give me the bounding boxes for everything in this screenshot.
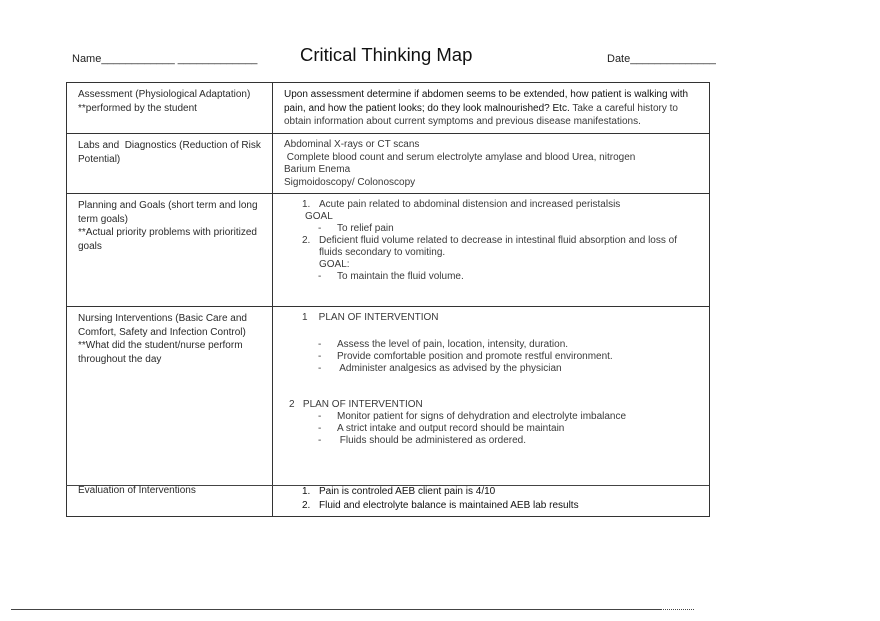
dash-marker: -	[318, 223, 322, 234]
planning-note: goals	[78, 240, 102, 252]
intervention-item	[284, 435, 698, 447]
labs-label	[67, 134, 273, 194]
goal-item	[284, 271, 698, 283]
interventions-label-line: Nursing Interventions (Basic Care and	[78, 313, 247, 324]
interventions-note: **What did the student/nurse perform	[78, 340, 243, 351]
assessment-content	[273, 83, 710, 134]
goal-text: To maintain the fluid volume.	[337, 271, 464, 282]
intervention-text: Monitor patient for signs of dehydration and electrolyte imbalance	[337, 411, 627, 422]
labs-row	[67, 134, 710, 194]
planning-note: **Actual priority problems with prioritized	[78, 227, 257, 238]
dash-marker: -	[318, 435, 322, 446]
name-field-label: Name____________ _____________	[72, 53, 258, 65]
lab-item: Abdominal X-rays or CT scans	[284, 139, 420, 150]
evaluation-item	[284, 485, 698, 499]
intervention-text: Fluids should be administered as ordered.	[337, 435, 526, 446]
date-field-label: Date______________	[607, 53, 716, 65]
planning-label	[67, 194, 273, 307]
dash-marker: -	[318, 363, 322, 374]
evaluation-label: Evaluation of Interventions	[78, 485, 196, 496]
page-header	[0, 44, 880, 74]
goal-label: GOAL	[305, 211, 333, 222]
intervention-item	[284, 339, 698, 351]
intervention-item	[284, 363, 698, 375]
goal-list	[284, 223, 698, 235]
lab-item: Sigmoidoscopy/ Colonoscopy	[284, 176, 416, 188]
evaluation-number: 1.	[302, 486, 311, 497]
evaluation-number: 2.	[302, 499, 311, 511]
intervention-list	[284, 411, 698, 447]
assessment-note: **performed by the student	[78, 102, 197, 114]
problem-number: 2.	[302, 235, 311, 246]
interventions-label-line: Comfort, Safety and Infection Control)	[78, 326, 246, 338]
goal-item	[284, 223, 698, 235]
footer-dotted-rule	[661, 609, 694, 610]
labs-label-line: Potential)	[78, 153, 121, 165]
assessment-text-line: Take a careful history to	[569, 102, 678, 114]
intervention-text: Administer analgesics as advised by the physician	[337, 363, 562, 374]
dash-marker: -	[318, 411, 322, 422]
plan-heading: 1 PLAN OF INTERVENTION	[302, 312, 439, 323]
problem-item	[284, 199, 698, 211]
assessment-row	[67, 83, 710, 134]
dash-marker: -	[318, 351, 322, 362]
page-title: Critical Thinking Map	[300, 44, 473, 65]
goal-text: To relief pain	[337, 223, 394, 234]
intervention-item	[284, 411, 698, 423]
goal-label: GOAL:	[319, 259, 350, 270]
dash-marker: -	[318, 423, 322, 434]
assessment-text-line: Upon assessment determine if abdomen seems to be extended, how patient is walking with	[284, 89, 689, 100]
assessment-label-line: Assessment (Physiological Adaptation)	[78, 89, 251, 100]
problem-item	[284, 235, 698, 259]
dash-marker: -	[318, 271, 322, 282]
evaluation-text: Fluid and electrolyte balance is maintained AEB lab results	[319, 499, 579, 511]
lab-item: Barium Enema	[284, 164, 351, 175]
critical-thinking-table	[66, 82, 710, 517]
problem-number: 1.	[302, 199, 311, 210]
evaluation-list	[284, 485, 698, 512]
intervention-item	[284, 351, 698, 363]
planning-content	[273, 194, 710, 307]
problem-list	[284, 199, 698, 211]
planning-label-line: term goals)	[78, 213, 129, 225]
intervention-text: A strict intake and output record should be maintain	[337, 423, 565, 434]
planning-row	[67, 194, 710, 307]
assessment-text-line: obtain information about current symptoms and previous disease manifestations.	[284, 116, 641, 127]
footer-rule	[11, 609, 661, 610]
evaluation-divider	[66, 485, 709, 486]
interventions-note: throughout the day	[78, 353, 162, 365]
dash-marker: -	[318, 339, 322, 350]
problem-text: fluids secondary to vomiting.	[319, 247, 446, 258]
intervention-text: Assess the level of pain, location, intensity, duration.	[337, 339, 569, 350]
labs-content	[273, 134, 710, 194]
intervention-item	[284, 423, 698, 435]
problem-text: Deficient fluid volume related to decrease in intestinal fluid absorption and loss of	[319, 235, 677, 246]
intervention-text: Provide comfortable position and promote restful environment.	[337, 351, 613, 362]
problem-text: Acute pain related to abdominal distension and increased peristalsis	[319, 199, 621, 210]
lab-item: Complete blood count and serum electrolyte amylase and blood Urea, nitrogen	[284, 151, 636, 163]
evaluation-item	[284, 499, 698, 513]
assessment-label	[67, 83, 273, 134]
assessment-text-line: pain, and how the patient looks; do they look malnourished? Etc.	[284, 102, 570, 114]
goal-list	[284, 271, 698, 283]
evaluation-text: Pain is controled AEB client pain is 4/10	[319, 486, 496, 497]
plan-heading: 2 PLAN OF INTERVENTION	[289, 399, 423, 410]
labs-label-line: Labs and Diagnostics (Reduction of Risk	[78, 140, 261, 151]
planning-label-line: Planning and Goals (short term and long	[78, 200, 258, 211]
problem-list	[284, 235, 698, 259]
intervention-list	[284, 339, 698, 375]
